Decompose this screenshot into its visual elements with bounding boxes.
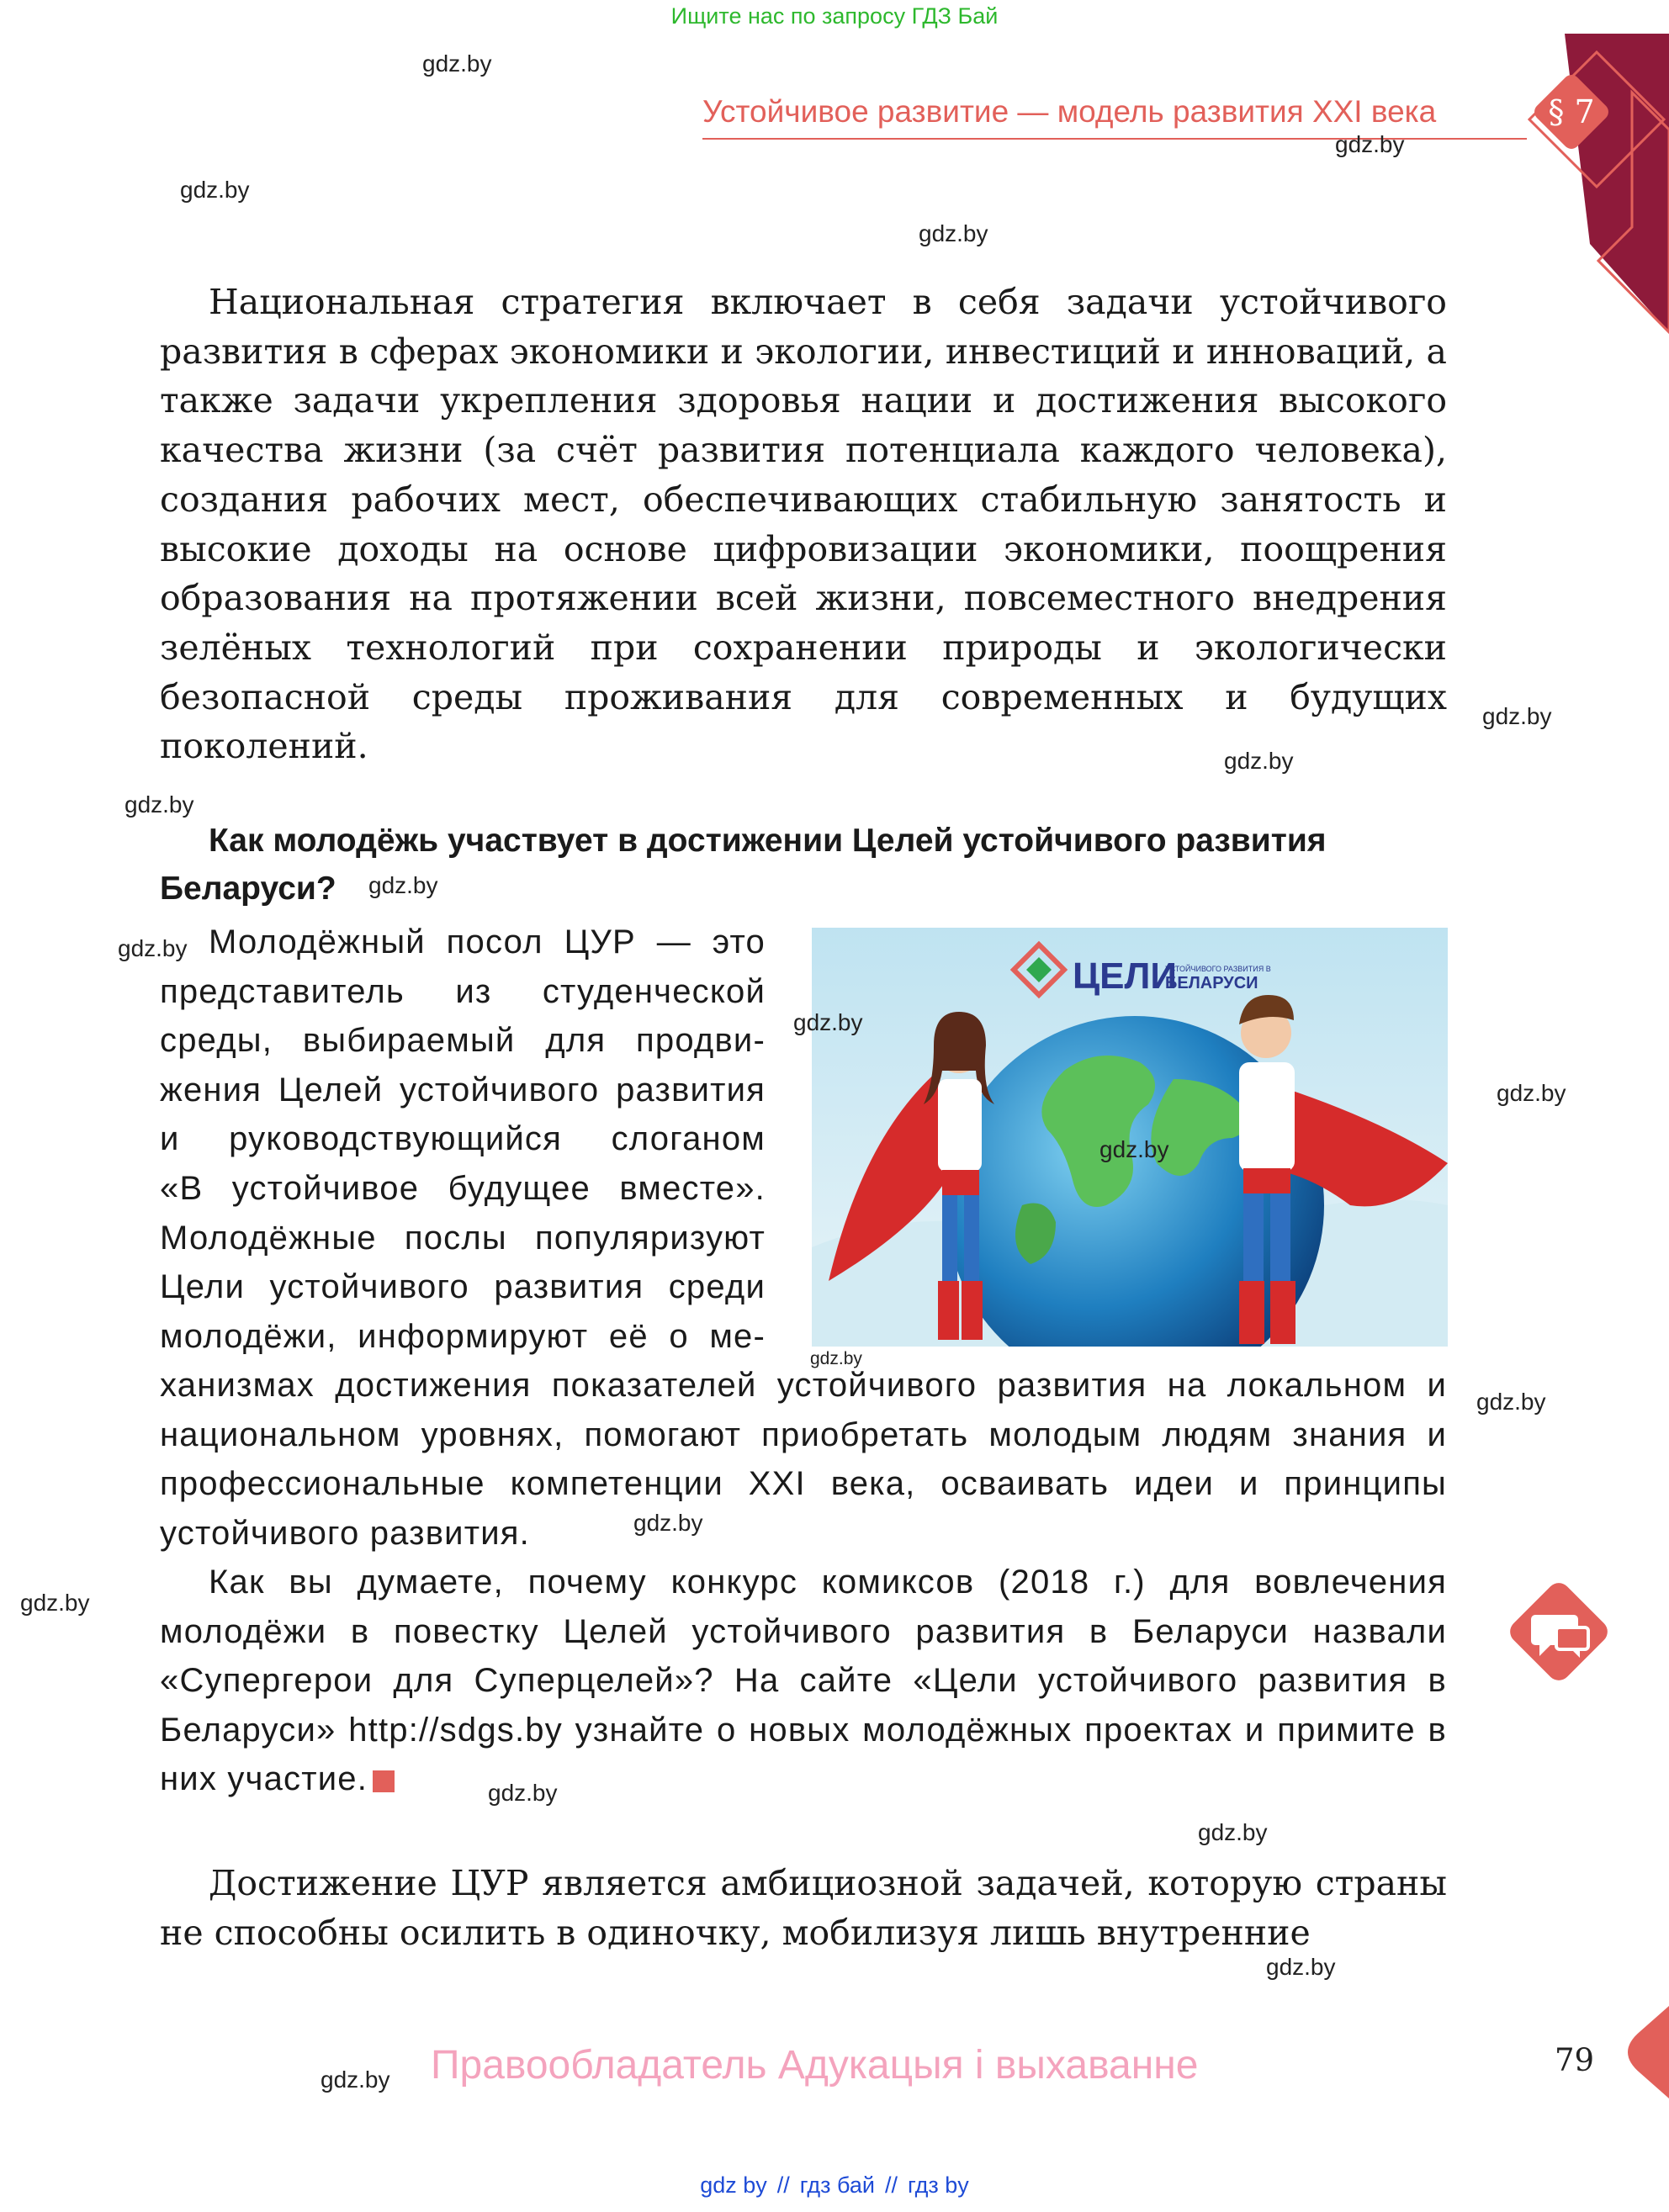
wrap-line: представитель из студенческой (160, 972, 766, 1010)
link-separator: // (776, 2172, 790, 2198)
chapter-title: Устойчивое развитие — модель развития XXI века (702, 94, 1437, 129)
wrap-line: Цели устойчивого развития среди (160, 1268, 766, 1306)
watermark: gdz.by (633, 1510, 703, 1536)
watermark: gdz.by (810, 1349, 862, 1368)
question-text: Как вы думаете, почему конкурс комиксов (2018 г.) для вовлечения молодёжи в повестку Целей устойчивого развития в Беларуси назвали «Супергерои для Суперцелей»? На сайте «Цели устойчивого развития в Беларуси» http://sdgs.by узнайте о новых молодёжных проектах и примите в них участие. (160, 1564, 1447, 1798)
paragraph-strategy: Национальная стратегия включает в себя задачи устойчивого развития в сферах экономики и экологии, инвестиций и инноваций, а также задачи укрепления здоровья нации и достижения высокого качества жизни (за счёт развития потенциала каждого человека), создания рабочих мест, обеспечивающих стабильную занятость и высокие доходы на основе цифровизации экономики, поощрения образования на протяжении всей жизни, повсеместного внедрения зелёных технологий при сохранении природы и экологически безопасной среды проживания для современных и будущих поколений. (160, 282, 1447, 767)
watermark: gdz.by (125, 791, 194, 818)
top-search-note: Ищите нас по запросу ГДЗ Бай (670, 3, 999, 29)
box-heading-line2: Беларуси? (160, 871, 336, 907)
watermark: gdz.by (1497, 1080, 1566, 1106)
wrap-line: Молодёжные послы популяризуют (160, 1219, 766, 1257)
wrap-line: жения Целей устойчивого развития (160, 1071, 766, 1109)
watermark: gdz.by (180, 177, 250, 203)
watermark: gdz.by (321, 2066, 390, 2093)
wrap-line: и руководствующийся слоганом (160, 1120, 766, 1158)
logo-main-text: ЦЕЛИ (1073, 955, 1177, 997)
bottom-links (0, 2172, 1669, 2199)
section-badge-text: § 7 (1548, 93, 1595, 130)
wrap-line: среды, выбираемый для продви- (160, 1022, 766, 1060)
watermark: gdz.by (422, 50, 492, 77)
watermark: gdz.by (20, 1590, 90, 1616)
wrap-line: Молодёжный посол ЦУР — это (209, 923, 766, 960)
ambassador-text-rest: ханизмах достижения показателей устойчивого развития на локальном и национальном уровнях, помогают приобретать молодым людям знания и профессиональные компетенции XXI века, осваивать идеи и принципы устойчивого развития. (160, 1367, 1447, 1552)
bottom-link[interactable]: gdz by (700, 2172, 767, 2198)
logo-small-text: УСТОЙЧИВОГО РАЗВИТИЯ В (1165, 965, 1271, 973)
discussion-icon (1496, 1569, 1622, 1695)
ambassador-text-wrapped (160, 918, 766, 1361)
watermark: gdz.by (1476, 1389, 1546, 1415)
logo-sub-text: БЕЛАРУСИ (1165, 974, 1258, 992)
question-paragraph (160, 1558, 1447, 1804)
page-number: 79 (1555, 2042, 1595, 2078)
watermark: gdz.by (118, 935, 188, 961)
bottom-link[interactable]: гдз by (908, 2172, 969, 2198)
end-square-icon (373, 1770, 395, 1792)
bottom-link[interactable]: гдз бай (799, 2172, 875, 2198)
link-separator: // (884, 2172, 898, 2198)
watermark: gdz.by (1266, 1954, 1336, 1980)
wrap-line: «В устойчивое будущее вместе». (160, 1169, 766, 1207)
wrap-line: молодёжи, информируют её о ме- (160, 1317, 766, 1355)
page-corner-tab (1615, 2006, 1669, 2098)
watermark: gdz.by (1099, 1136, 1169, 1162)
paragraph-achievement: Достижение ЦУР является амбициозной задачей, которую страны не способны осилить в одиночку, мобилизуя лишь внутренние (160, 1863, 1447, 1953)
box-heading-line1: Как молодёжь участвует в достижении Целей устойчивого развития (209, 823, 1327, 859)
watermark: gdz.by (793, 1009, 863, 1035)
watermark: gdz.by (1224, 748, 1294, 774)
section-badge (1523, 63, 1620, 161)
watermark: gdz.by (1482, 703, 1552, 729)
watermark: gdz.by (919, 220, 988, 246)
copyright-holder: Правообладатель Адукацыя і выхаванне (431, 2043, 1199, 2088)
watermark: gdz.by (1335, 131, 1405, 157)
watermark: gdz.by (488, 1780, 558, 1806)
watermark: gdz.by (368, 872, 438, 898)
watermark: gdz.by (1198, 1819, 1268, 1845)
